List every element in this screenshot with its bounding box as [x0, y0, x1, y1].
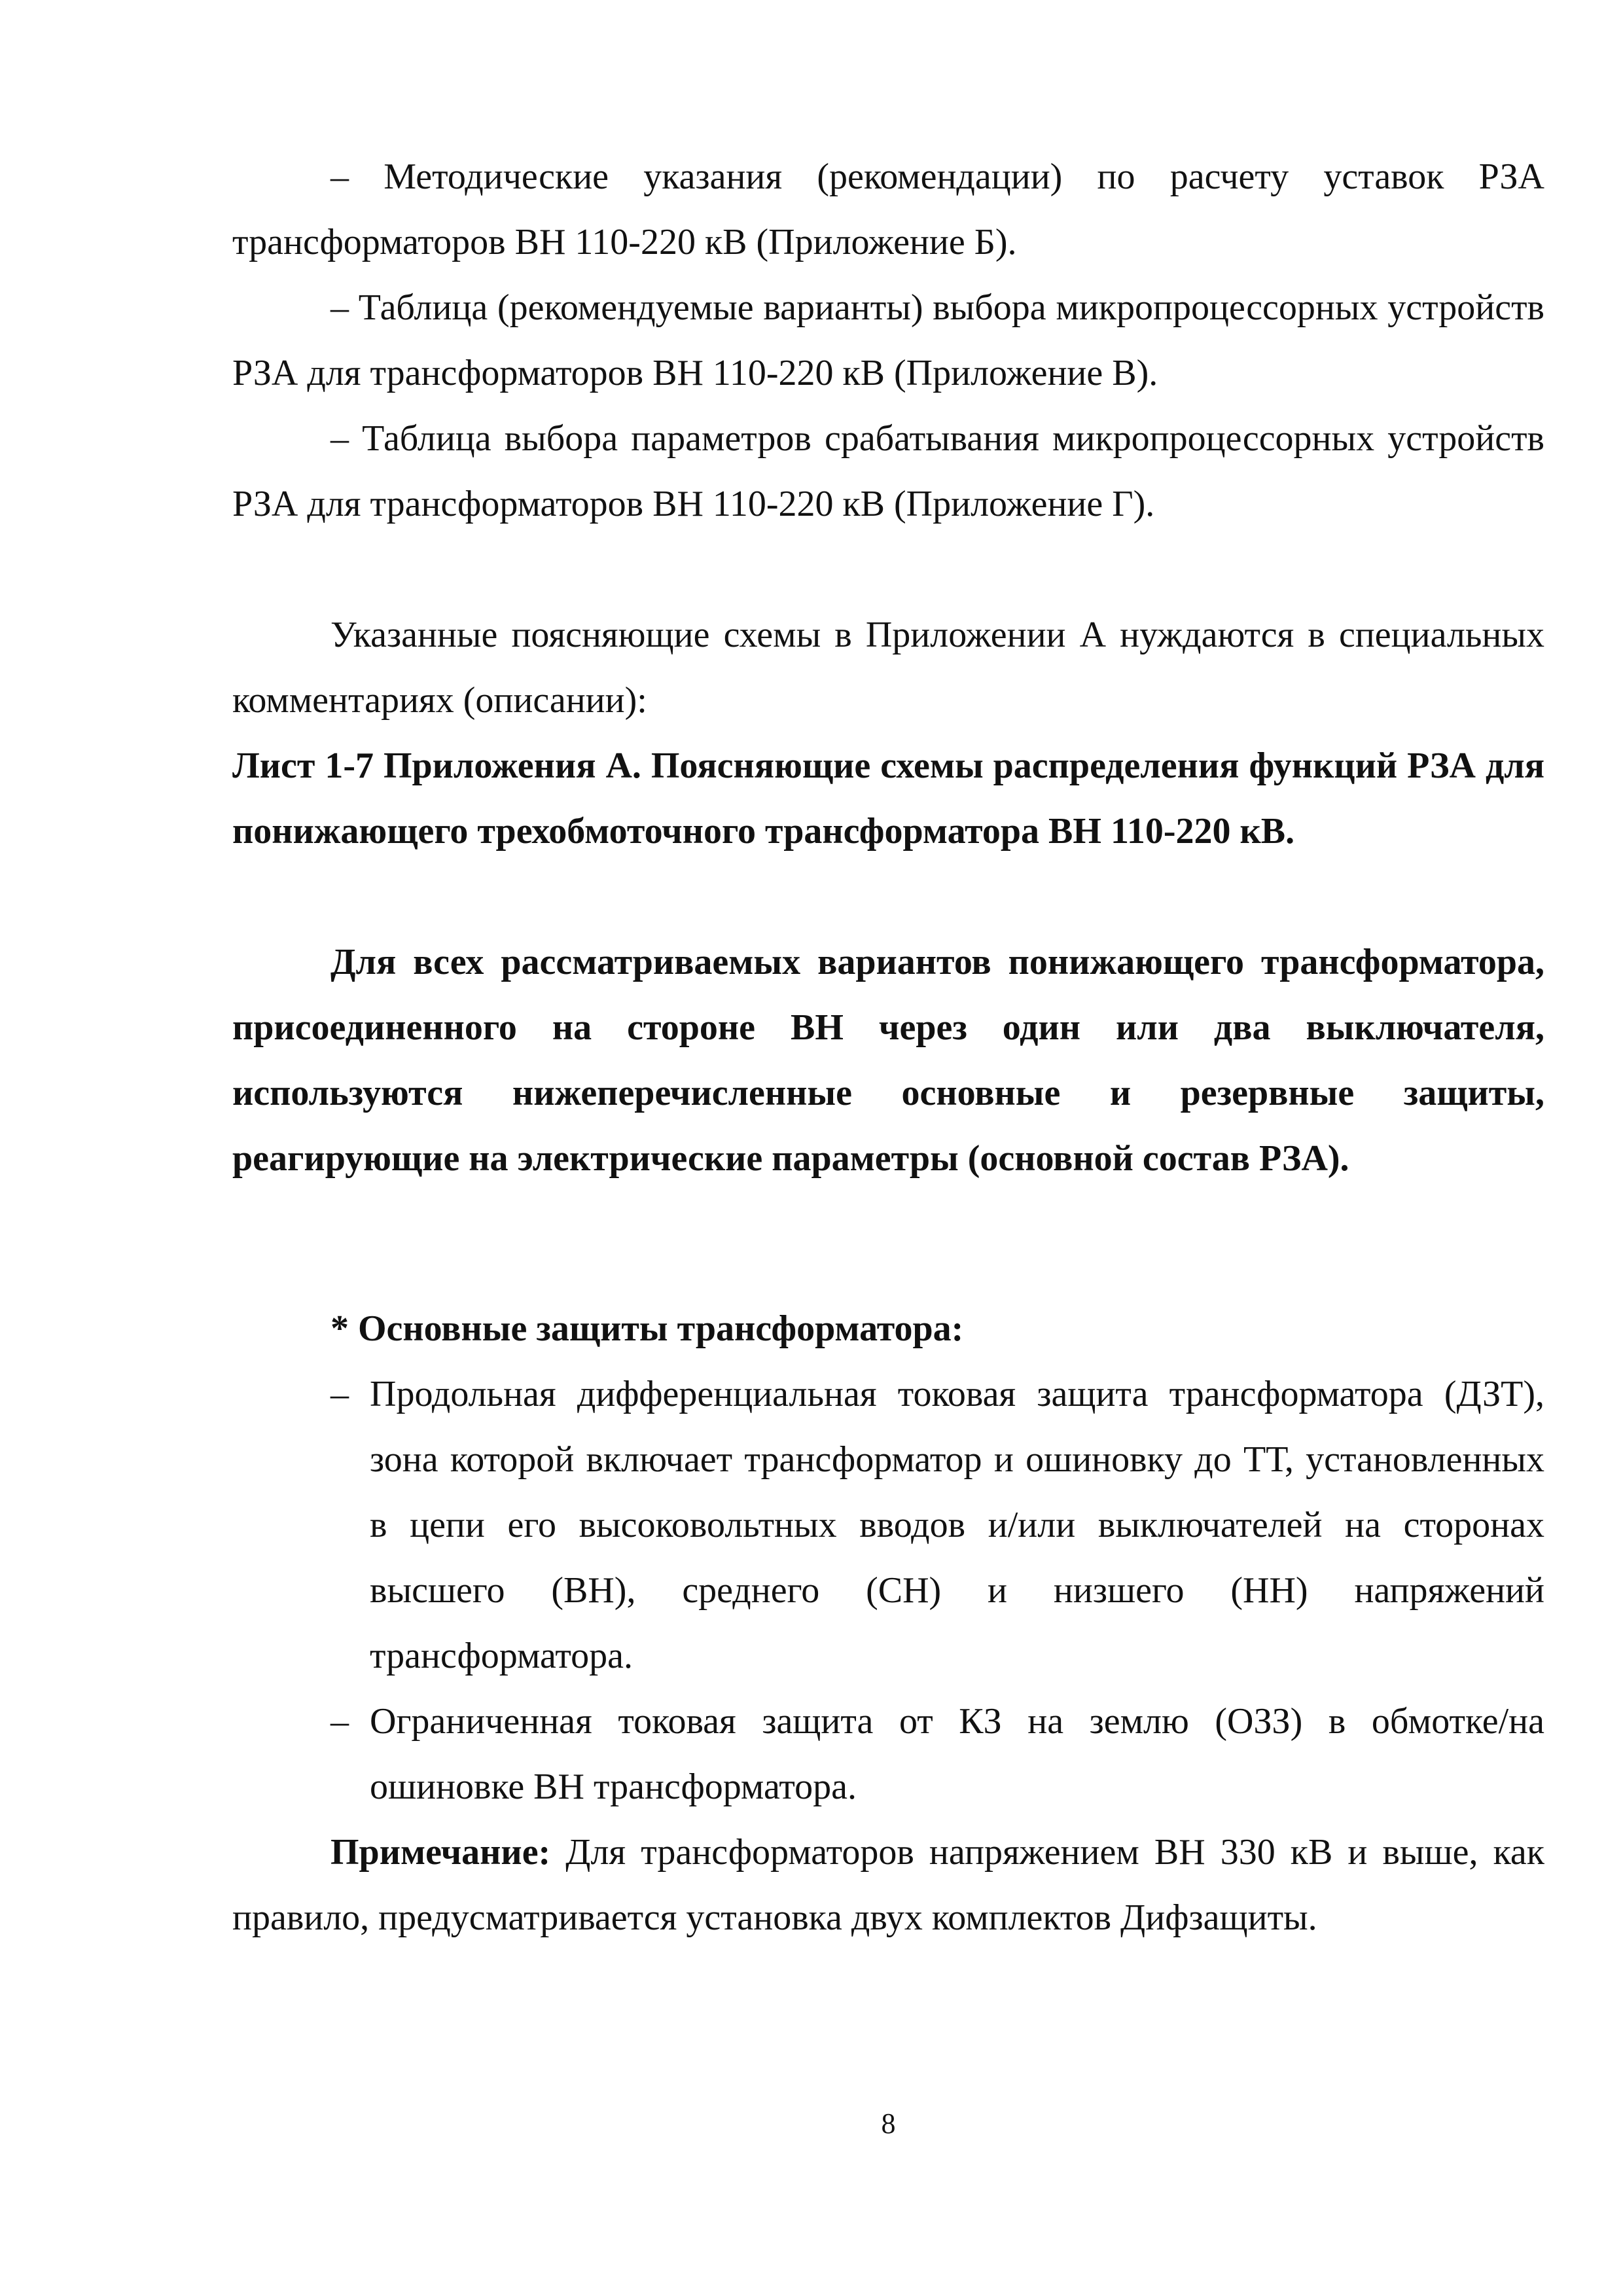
intro-item-2-dash: – — [330, 287, 349, 328]
main-protection-item-2-dash: – — [330, 1701, 349, 1742]
note-text: Для трансформаторов напряжением ВН 330 кВ и выше, как правило, предусматривается установка двух комплектов Дифзащиты. — [232, 1832, 1544, 1938]
note-label: Примечание: — [330, 1832, 551, 1873]
intro-item-3-text: Таблица выбора параметров срабатывания микропроцессорных устройств РЗА для трансформаторов ВН 110-220 кВ (Приложение Г). — [232, 418, 1545, 524]
main-protection-item-1 — [330, 1361, 1544, 1689]
intro-item-1 — [232, 144, 1544, 275]
intro-item-1-text: Методические указания (рекомендации) по расчету уставок РЗА трансформаторов ВН 110-220 кВ (Приложение Б). — [232, 156, 1545, 262]
note-paragraph — [232, 1820, 1544, 1950]
variants-paragraph: Для всех рассматриваемых вариантов понижающего трансформатора, присоединенного на стороне ВН через один или два выключателя, используются нижеперечисленные основные и резервные защиты, реагирующие на электрические параметры (основной состав РЗА). — [232, 942, 1544, 1179]
intro-item-2-text: Таблица (рекомендуемые варианты) выбора микропроцессорных устройств РЗА для трансформаторов ВН 110-220 кВ (Приложение В). — [232, 287, 1545, 393]
intro-item-3 — [232, 406, 1544, 537]
main-protection-item-1-dash: – — [330, 1374, 349, 1414]
intro-item-3-dash: – — [330, 418, 349, 459]
document-page — [232, 0, 1544, 2296]
main-protection-heading: * Основные защиты трансформатора: — [330, 1308, 964, 1349]
main-protection-item-1-text: Продольная дифференциальная токовая защита трансформатора (ДЗТ), зона которой включает трансформатор и ошиновку до ТТ, установленных в цепи его высоковольтных вводов и/или выключателей на сторонах высшего (ВН), среднего (СН) и низшего (НН) напряжений трансформатора. — [370, 1374, 1544, 1676]
intro-item-2 — [232, 275, 1544, 406]
sheet-heading: Лист 1-7 Приложения А. Поясняющие схемы распределения функций РЗА для понижающего трехобмоточного трансформатора ВН 110-220 кВ. — [232, 745, 1544, 852]
main-protection-item-2 — [330, 1689, 1544, 1820]
intro-item-1-dash: – — [330, 156, 349, 197]
page-number: 8 — [881, 2108, 896, 2140]
main-protection-item-2-text: Ограниченная токовая защита от КЗ на землю (ОЗЗ) в обмотке/на ошиновке ВН трансформатора. — [370, 1701, 1544, 1807]
explanation-paragraph: Указанные поясняющие схемы в Приложении А нуждаются в специальных комментариях (описании): — [232, 615, 1544, 721]
